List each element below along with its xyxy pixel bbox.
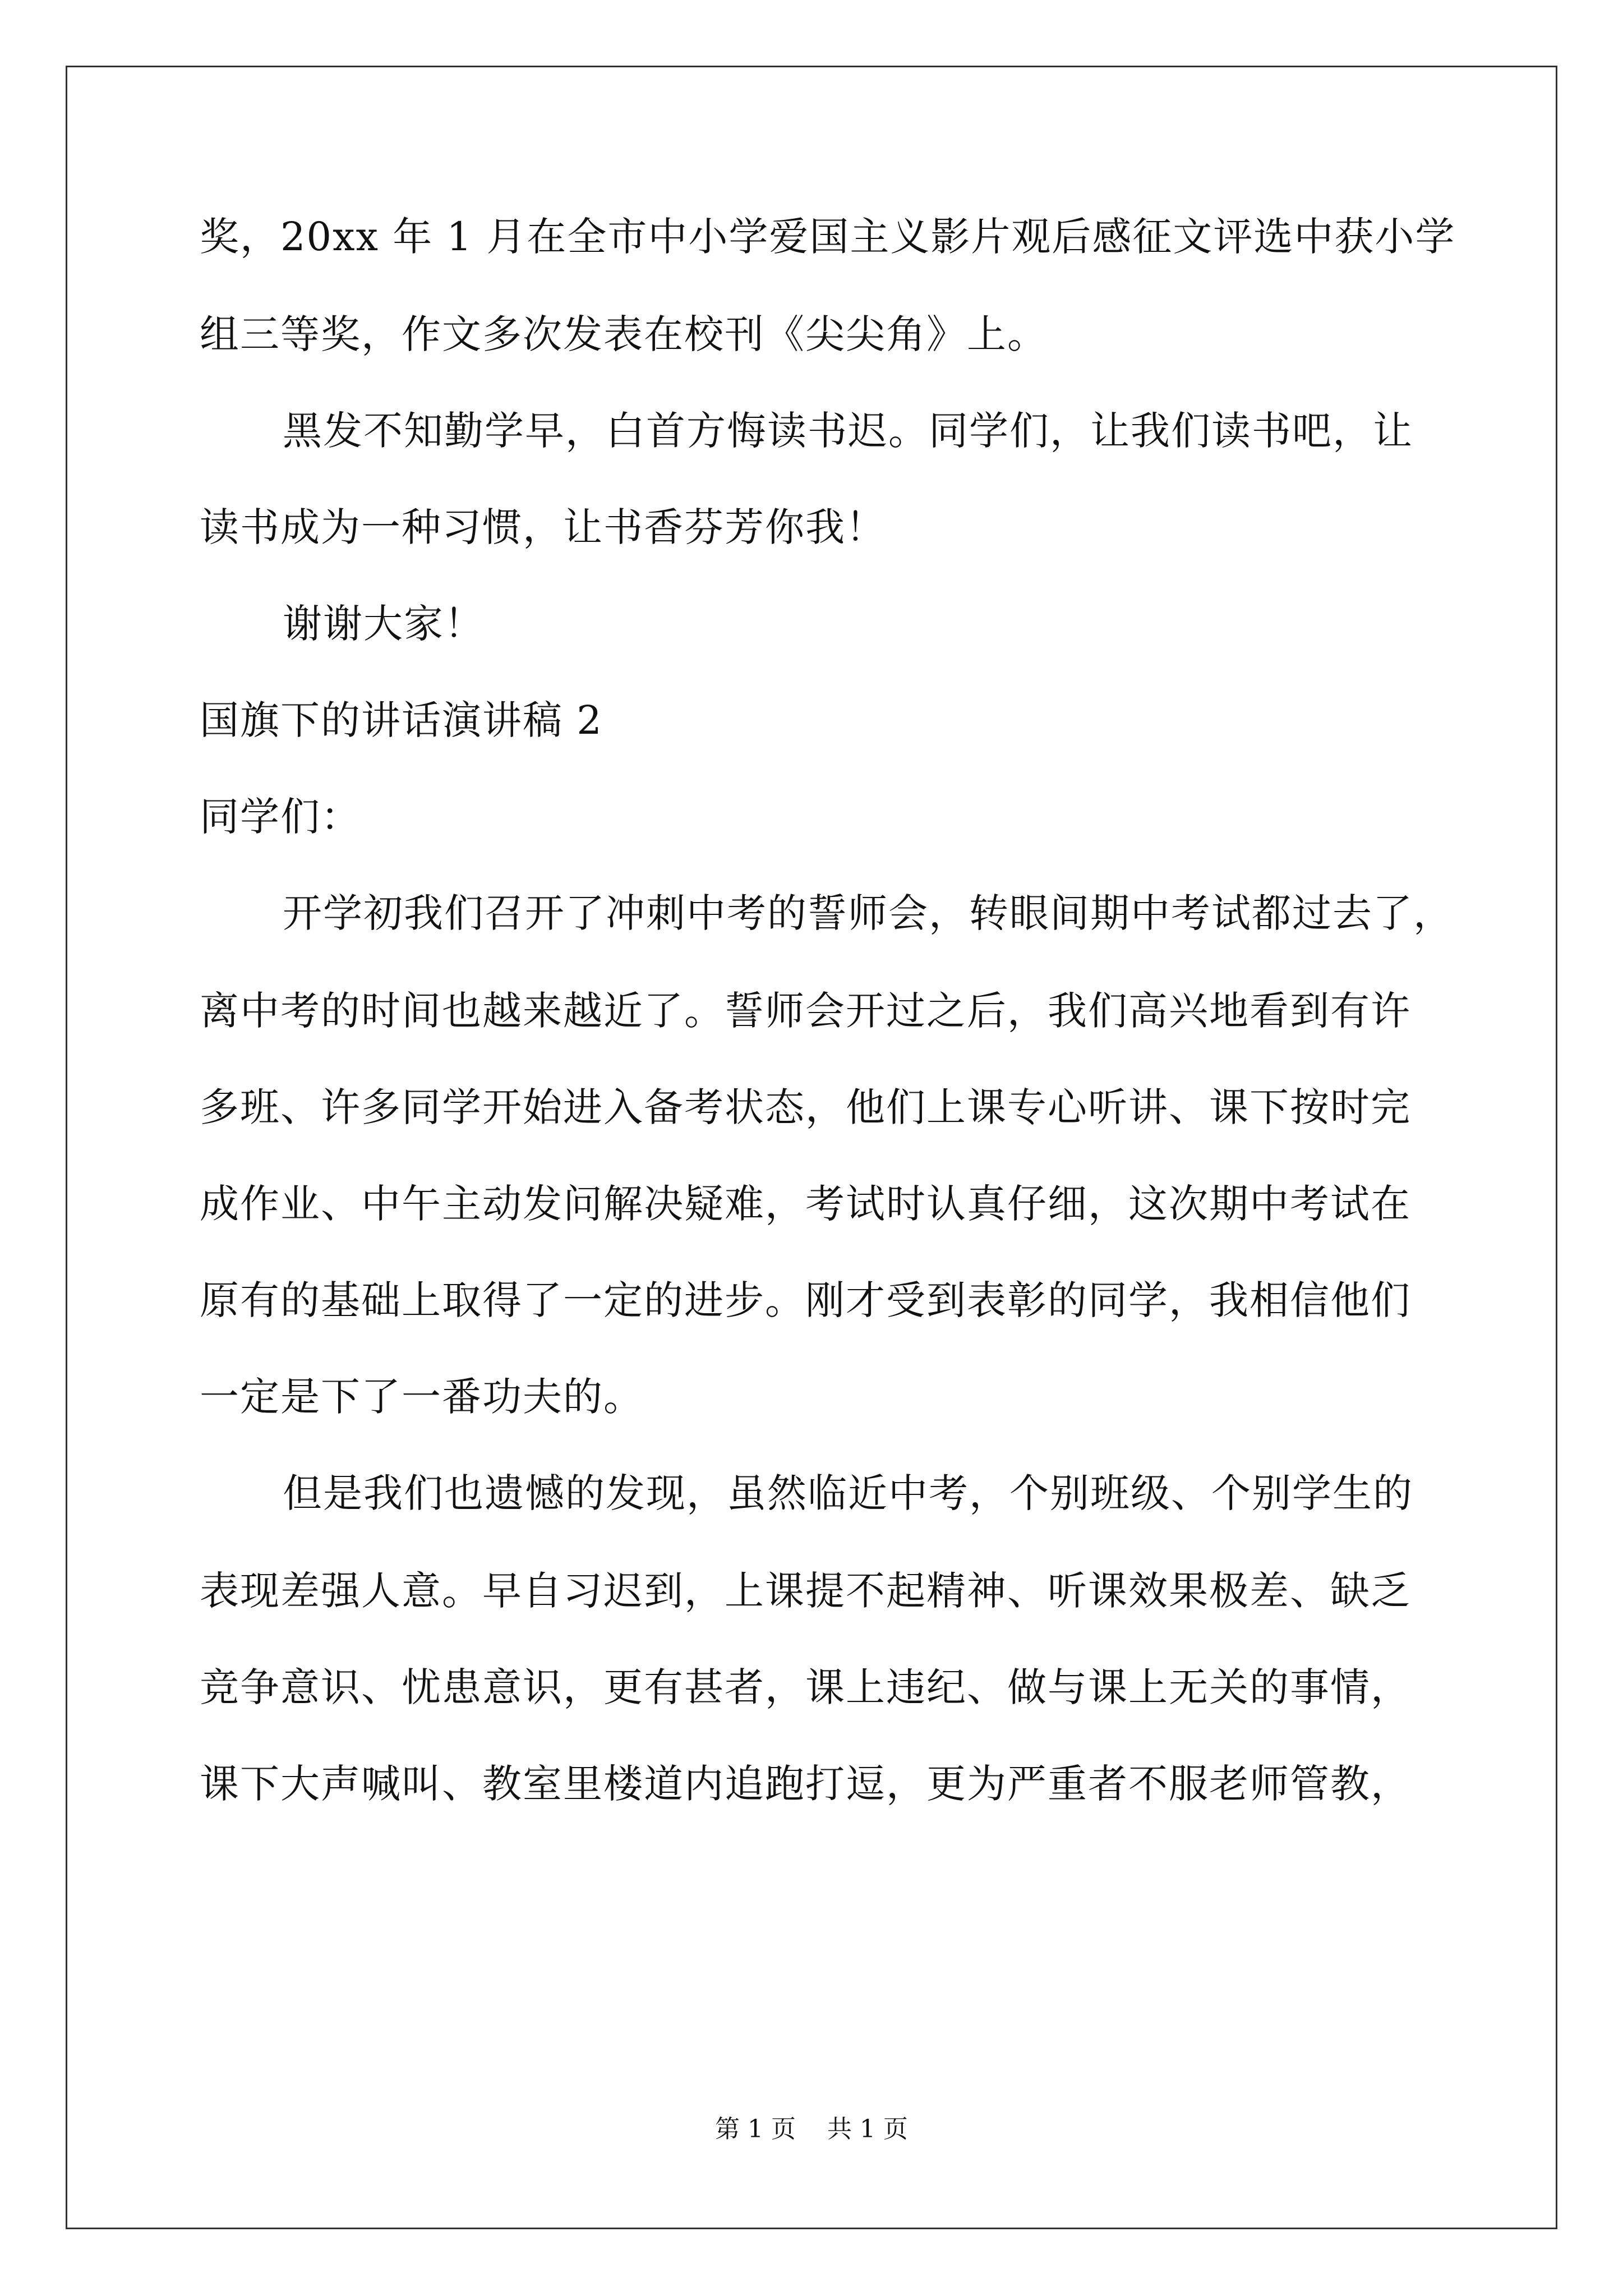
text-line: 组三等奖，作文多次发表在校刊《尖尖角》上。 (200, 311, 1048, 357)
page-border (66, 66, 1557, 2229)
closing-thanks: 谢谢大家！ (283, 601, 485, 647)
text-line: 成作业、中午主动发问解决疑难，考试时认真仔细，这次期中考试在 (200, 1181, 1411, 1227)
paragraph-start: 但是我们也遗憾的发现，虽然临近中考，个别班级、个别学生的 (283, 1470, 1413, 1516)
text-line: 读书成为一种习惯，让书香芬芳你我！ (200, 504, 886, 550)
text-line: 奖，20xx 年 1 月在全市中小学爱国主义影片观后感征文评选中获小学 (200, 214, 1456, 260)
paragraph-start: 开学初我们召开了冲刺中考的誓师会，转眼间期中考试都过去了， (283, 890, 1454, 936)
text-line: 多班、许多同学开始进入备考状态，他们上课专心听讲、课下按时完 (200, 1084, 1411, 1130)
text-line: 离中考的时间也越来越近了。誓师会开过之后，我们高兴地看到有许 (200, 988, 1411, 1034)
paragraph-start: 黑发不知勤学早，白首方悔读书迟。同学们，让我们读书吧，让 (283, 408, 1413, 454)
text-line: 原有的基础上取得了一定的进步。刚才受到表彰的同学，我相信他们 (200, 1277, 1411, 1323)
text-line: 一定是下了一番功夫的。 (200, 1374, 644, 1420)
section-title: 国旗下的讲话演讲稿 2 (200, 697, 603, 743)
text-line: 表现差强人意。早自习迟到，上课提不起精神、听课效果极差、缺乏 (200, 1568, 1411, 1614)
text-line: 竞争意识、忧患意识，更有甚者，课上违纪、做与课上无关的事情， (200, 1664, 1411, 1710)
salutation: 同学们： (200, 794, 361, 840)
text-line: 课下大声喊叫、教室里楼道内追跑打逗，更为严重者不服老师管教， (200, 1761, 1411, 1807)
page-footer: 第 1 页 共 1 页 (715, 2115, 908, 2143)
